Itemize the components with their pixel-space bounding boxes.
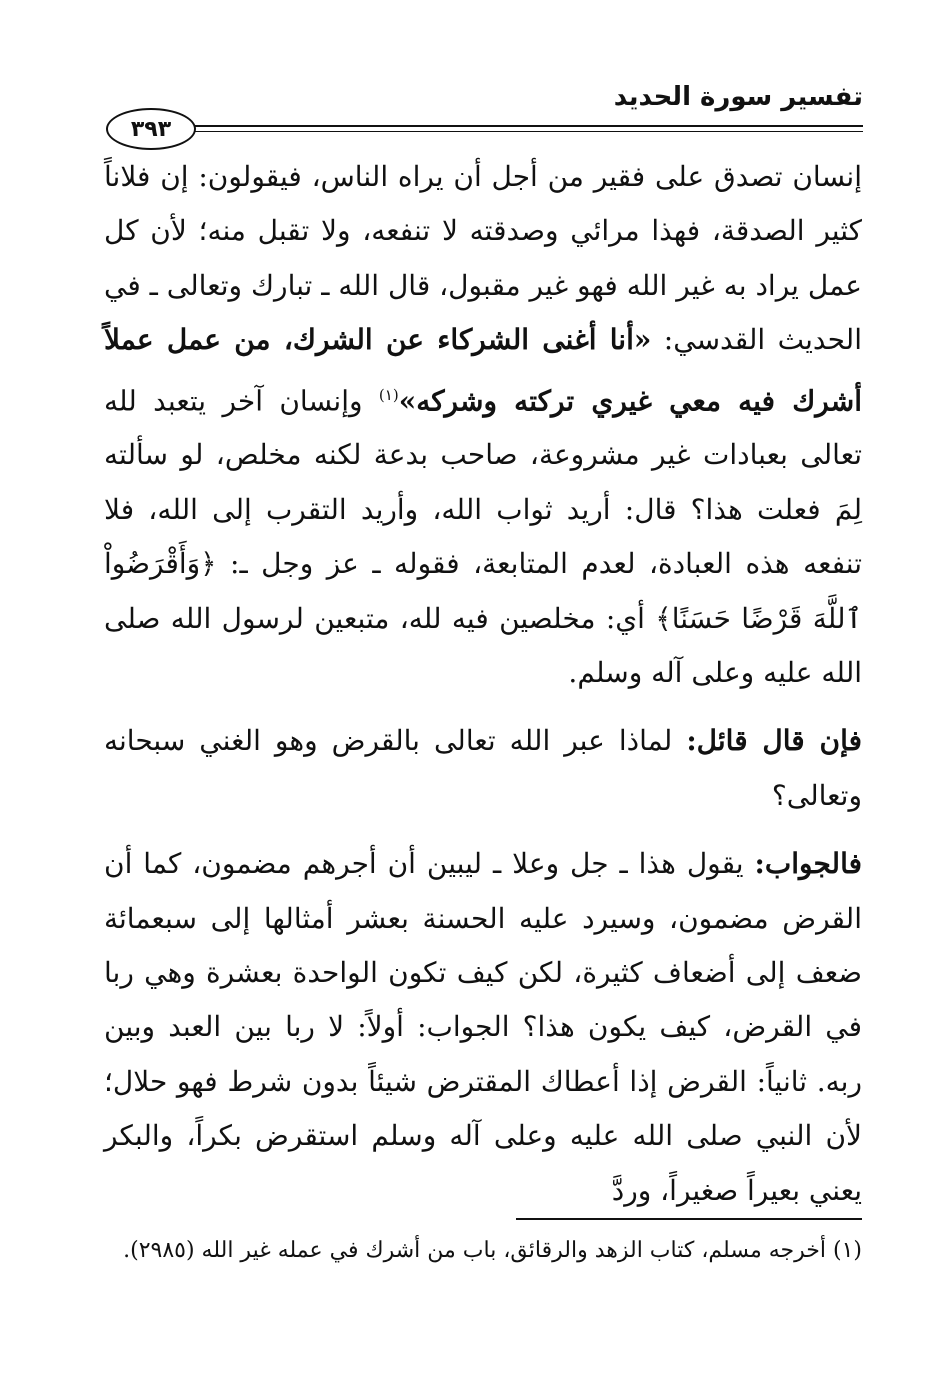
header-rule-thin	[192, 131, 863, 132]
paragraph-question	[104, 714, 862, 823]
paragraph-1-text-b: وإنسان آخر يتعبد لله تعالى بعبادات غير مشروعة، صاحب بدعة لكنه مخلص، لو سألته لِمَ فعلت هذا؟ قال: أريد ثواب الله، وأريد التقرب إلى الله، فلا تنفعه هذه العبادة، لعدم المتابعة، فقوله ـ عز وجل ـ:	[104, 383, 862, 581]
paragraph-1-text-c: أي: مخلصين فيه لله، متبعين لرسول الله صلى الله عليه وعلى آله وسلم.	[104, 601, 862, 689]
hadith-quote: «أنا أغنى الشركاء عن الشرك، من عمل عملاً أشرك فيه معي غيري تركته وشركه»	[104, 323, 863, 417]
answer-text: يقول هذا ـ جل وعلا ـ ليبين أن أجرهم مضمون، كما أن القرض مضمون، وسيرد عليه الحسنة بعشر أمثالها إلى سبعمائة ضعف إلى أضعاف كثيرة، لكن كيف تكون الواحدة بعشرة وهي ربا في القرض، كيف يكون هذا؟ الجواب: أولاً: لا ربا بين العبد وبين ربه. ثانياً: القرض إذا أعطاك المقترض شيئاً بدون شرط فهو حلال؛ لأن النبي صلى الله عليه وعلى آله وسلم استقرض بكراً، والبكر يعني بعيراً صغيراً، وردَّ	[104, 847, 862, 1207]
paragraph-1	[104, 150, 862, 700]
running-header-title: تفسير سورة الحديد	[613, 82, 863, 112]
footnote: (١) أخرجه مسلم، كتاب الزهد والرقائق، باب من أشرك في عمله غير الله (٢٩٨٥).	[123, 1238, 862, 1263]
paragraph-1-text-a: إنسان تصدق على فقير من أجل أن يراه الناس، فيقولون: إن فلاناً كثير الصدقة، فهذا مرائي وصدقته لا تنفعه، ولا تقبل منه؛ لأن كل عمل يراد به غير الله فهو غير مقبول، قال الله ـ تبارك وتعالى ـ في الحديث القدسي:	[104, 160, 862, 357]
footnote-divider	[516, 1218, 862, 1220]
quran-verse: ﴿وَأَقْرَضُواْ ٱللَّهَ قَرْضًا حَسَنًا﴾	[104, 547, 862, 635]
footnote-reference: (١)	[378, 385, 399, 404]
paragraph-answer	[104, 837, 862, 1218]
answer-label: فالجواب:	[754, 847, 862, 881]
header-rule	[192, 125, 863, 127]
question-text: لماذا عبر الله تعالى بالقرض وهو الغني سبحانه وتعالى؟	[104, 724, 862, 812]
page-number: ٣٩٣	[106, 108, 196, 150]
question-label: فإن قال قائل:	[686, 724, 862, 758]
main-text	[104, 150, 862, 1218]
